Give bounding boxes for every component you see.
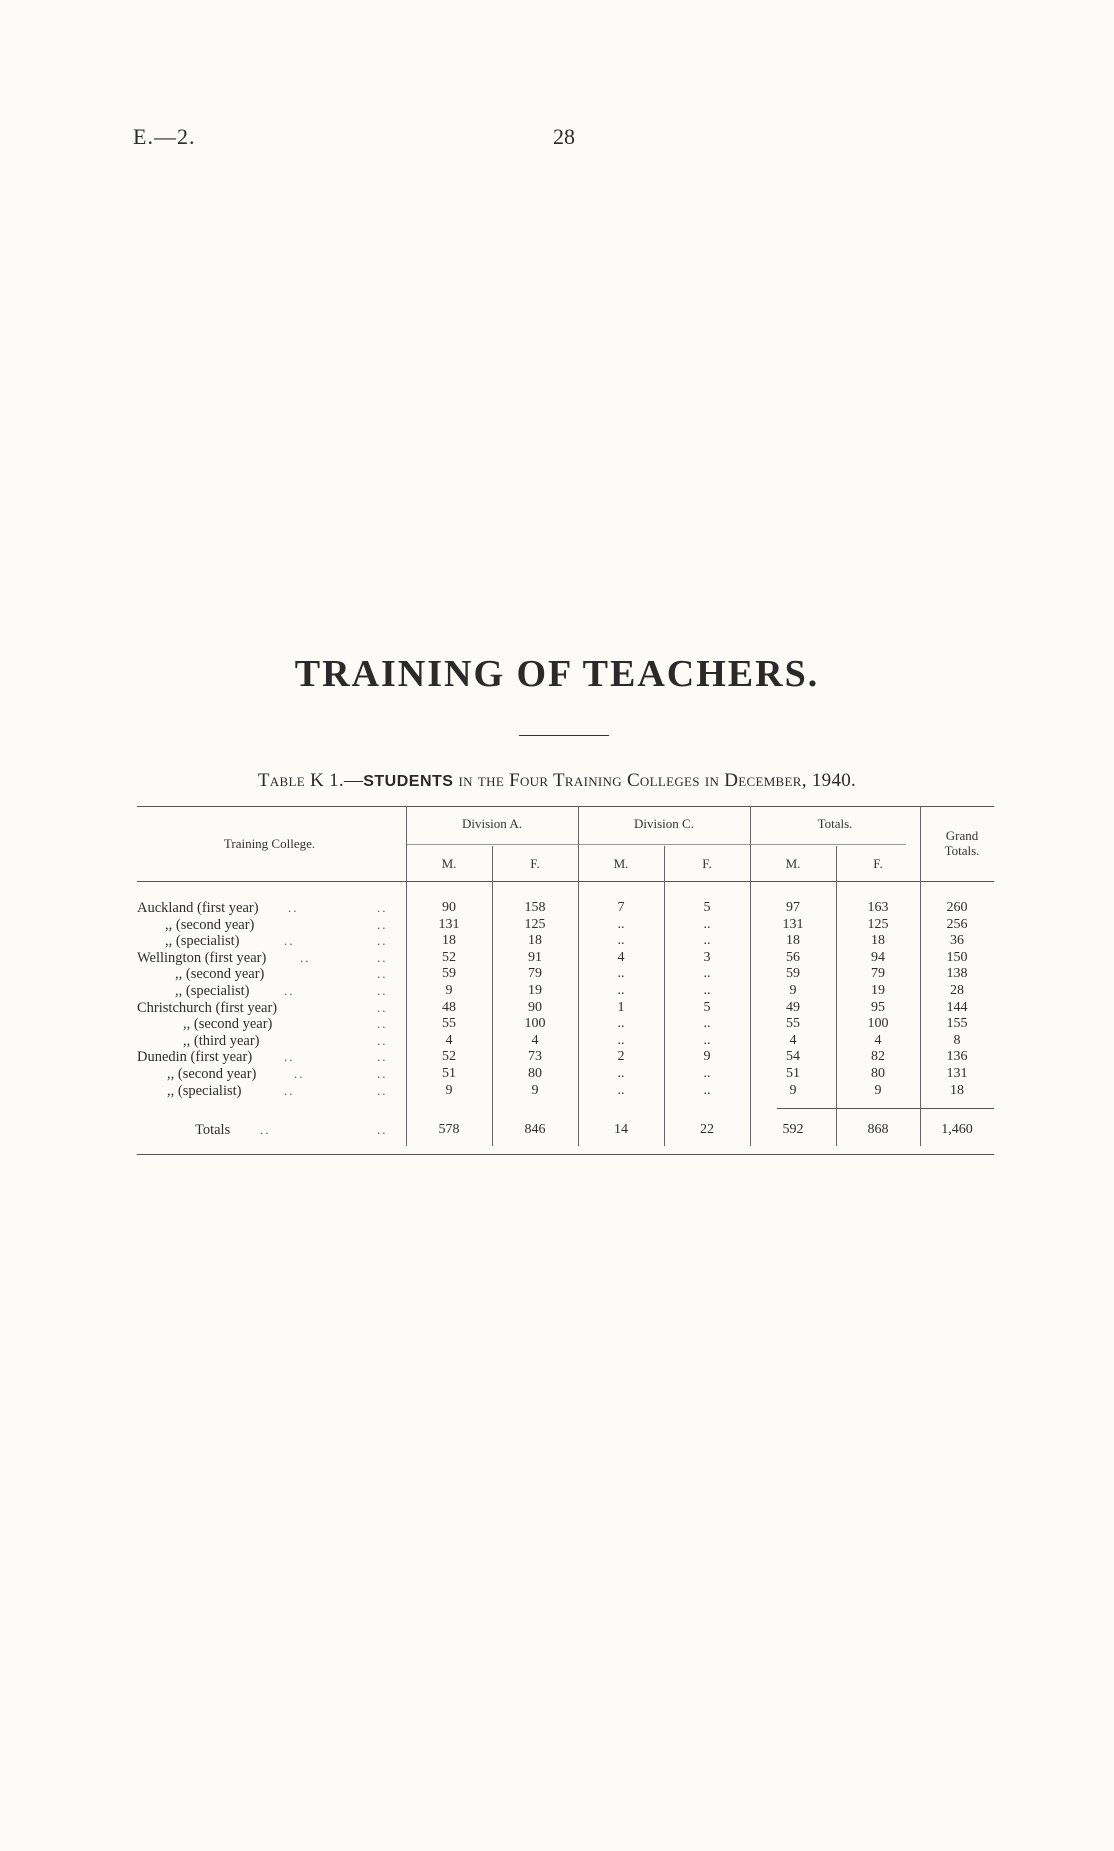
students-table	[132, 806, 994, 1156]
cell-c-m: ..	[617, 966, 625, 981]
cell-t-f: 100	[867, 1016, 889, 1031]
row-label: Christchurch (first year)	[137, 1000, 278, 1016]
caption-prefix: Table K 1.—	[257, 770, 364, 791]
total-cell-t-m: 592	[782, 1122, 804, 1137]
cell-c-f: 5	[703, 900, 711, 915]
cell-t-f: 163	[867, 900, 889, 915]
cell-a-f: 80	[528, 1066, 542, 1081]
table-bottom-rule	[137, 1154, 994, 1155]
cell-a-f: 158	[524, 900, 546, 915]
cell-a-f: 4	[531, 1033, 539, 1048]
total-cell-t-f: 868	[867, 1122, 889, 1137]
dot-leader: ..	[377, 966, 388, 981]
page-title: TRAINING OF TEACHERS.	[294, 653, 820, 695]
cell-t-m: 131	[782, 917, 804, 932]
cell-t-m: 9	[789, 983, 797, 998]
cell-g: 144	[946, 1000, 968, 1015]
dot-leader: ..	[377, 950, 388, 965]
cell-g: 28	[950, 983, 964, 998]
row-label: ,, (second year)	[165, 917, 255, 933]
cell-c-f: ..	[703, 1066, 711, 1081]
caption-suffix: in the Four Training Colleges in December, 1940.	[453, 770, 857, 791]
cell-a-f: 19	[528, 983, 542, 998]
header-a-f: F.	[530, 856, 540, 871]
cell-c-f: ..	[703, 1083, 711, 1098]
header-grand-totals: Grand Totals.	[944, 828, 980, 858]
dot-leader: ..	[377, 1016, 388, 1031]
dot-leader: ..	[377, 1122, 388, 1137]
cell-c-m: ..	[617, 933, 625, 948]
cell-a-f: 125	[524, 917, 546, 932]
total-cell-c-m: 14	[614, 1122, 628, 1137]
cell-t-m: 55	[786, 1016, 800, 1031]
cell-c-f: 5	[703, 1000, 711, 1015]
cell-c-m: 2	[617, 1049, 625, 1064]
cell-c-f: ..	[703, 917, 711, 932]
total-cell-a-m: 578	[438, 1122, 460, 1137]
cell-c-m: ..	[617, 1083, 625, 1098]
cell-g: 260	[946, 900, 968, 915]
table-caption	[0, 770, 1114, 792]
total-cell-c-f: 22	[700, 1122, 714, 1137]
header-bottom-rule	[137, 881, 994, 882]
grand-total-rule	[777, 1108, 994, 1109]
cell-c-m: 4	[617, 950, 625, 965]
totals-label: Totals	[195, 1122, 231, 1138]
cell-t-f: 80	[871, 1066, 885, 1081]
dot-leader: ..	[377, 917, 388, 932]
row-label: Wellington (first year)	[137, 950, 267, 966]
cell-a-f: 91	[528, 950, 542, 965]
table-top-rule	[137, 806, 994, 807]
cell-t-m: 59	[786, 966, 800, 981]
cell-c-f: ..	[703, 966, 711, 981]
cell-a-m: 9	[445, 1083, 453, 1098]
cell-t-m: 51	[786, 1066, 800, 1081]
header-a-m: M.	[441, 856, 457, 871]
cell-a-m: 51	[442, 1066, 456, 1081]
row-label: ,, (second year)	[175, 966, 265, 982]
cell-c-m: ..	[617, 1066, 625, 1081]
cell-c-f: ..	[703, 933, 711, 948]
cell-c-f: ..	[703, 1016, 711, 1031]
cell-a-f: 79	[528, 966, 542, 981]
row-label: Auckland (first year)	[137, 900, 259, 916]
cell-g: 155	[946, 1016, 968, 1031]
cell-t-m: 4	[789, 1033, 797, 1048]
cell-g: 18	[950, 1083, 964, 1098]
cell-t-f: 82	[871, 1049, 885, 1064]
dot-leader: ..	[284, 983, 295, 998]
cell-g: 131	[946, 1066, 968, 1081]
cell-g: 36	[950, 933, 964, 948]
cell-t-f: 9	[874, 1083, 882, 1098]
page-id: E.—2.	[133, 124, 196, 149]
header-division-c: Division C.	[634, 816, 694, 831]
cell-t-m: 56	[786, 950, 800, 965]
cell-a-f: 73	[528, 1049, 542, 1064]
cell-a-m: 9	[445, 983, 453, 998]
cell-g: 136	[946, 1049, 968, 1064]
row-label: ,, (specialist)	[175, 983, 250, 999]
cell-a-f: 9	[531, 1083, 539, 1098]
total-cell-g: 1,460	[941, 1122, 973, 1137]
cell-c-m: ..	[617, 917, 625, 932]
cell-t-f: 18	[871, 933, 885, 948]
cell-t-f: 4	[874, 1033, 882, 1048]
cell-c-f: 3	[703, 950, 711, 965]
dot-leader: ..	[377, 983, 388, 998]
cell-a-f: 90	[528, 1000, 542, 1015]
cell-t-f: 125	[867, 917, 889, 932]
cell-a-f: 100	[524, 1016, 546, 1031]
cell-t-m: 9	[789, 1083, 797, 1098]
cell-a-m: 55	[442, 1016, 456, 1031]
cell-t-m: 54	[786, 1049, 800, 1064]
caption-bold: STUDENTS	[363, 773, 454, 790]
dot-leader: ..	[260, 1122, 271, 1137]
dot-leader: ..	[377, 1000, 388, 1015]
header-division-a: Division A.	[462, 816, 522, 831]
cell-c-f: ..	[703, 1033, 711, 1048]
row-label: ,, (specialist)	[165, 933, 240, 949]
cell-a-m: 59	[442, 966, 456, 981]
total-cell-a-f: 846	[524, 1122, 546, 1137]
cell-t-f: 95	[871, 1000, 885, 1015]
cell-c-m: ..	[617, 1033, 625, 1048]
page-number: 28	[553, 124, 575, 149]
title-divider	[519, 735, 609, 736]
dot-leader: ..	[377, 1049, 388, 1064]
cell-c-f: 9	[703, 1049, 711, 1064]
dot-leader: ..	[377, 1033, 388, 1048]
dot-leader: ..	[288, 900, 299, 915]
dot-leader: ..	[300, 950, 311, 965]
cell-g: 138	[946, 966, 968, 981]
cell-t-m: 49	[786, 1000, 800, 1015]
row-label: Dunedin (first year)	[137, 1049, 253, 1065]
cell-c-m: 7	[617, 900, 625, 915]
header-t-f: F.	[873, 856, 883, 871]
row-label: ,, (second year)	[167, 1066, 257, 1082]
cell-a-m: 52	[442, 1049, 456, 1064]
header-c-f: F.	[702, 856, 712, 871]
cell-g: 8	[953, 1033, 961, 1048]
row-label: ,, (specialist)	[167, 1083, 242, 1099]
row-label: ,, (third year)	[183, 1033, 260, 1049]
dot-leader: ..	[377, 900, 388, 915]
cell-c-m: 1	[617, 1000, 625, 1015]
cell-g: 150	[946, 950, 968, 965]
cell-a-m: 131	[438, 917, 460, 932]
cell-t-m: 97	[786, 900, 800, 915]
cell-a-m: 48	[442, 1000, 456, 1015]
header-c-m: M.	[613, 856, 629, 871]
cell-t-f: 19	[871, 983, 885, 998]
dot-leader: ..	[377, 1066, 388, 1081]
dot-leader: ..	[377, 1083, 388, 1098]
header-training-college: Training College.	[223, 836, 316, 851]
group-underline	[406, 844, 906, 845]
cell-a-m: 90	[442, 900, 456, 915]
header-t-m: M.	[785, 856, 801, 871]
cell-a-m: 18	[442, 933, 456, 948]
cell-a-m: 4	[445, 1033, 453, 1048]
cell-t-f: 94	[871, 950, 885, 965]
cell-c-f: ..	[703, 983, 711, 998]
row-label: ,, (second year)	[183, 1016, 273, 1032]
cell-t-f: 79	[871, 966, 885, 981]
cell-c-m: ..	[617, 983, 625, 998]
dot-leader: ..	[377, 933, 388, 948]
header-totals: Totals.	[817, 816, 853, 831]
dot-leader: ..	[284, 933, 295, 948]
cell-a-f: 18	[528, 933, 542, 948]
cell-a-m: 52	[442, 950, 456, 965]
dot-leader: ..	[284, 1049, 295, 1064]
dot-leader: ..	[284, 1083, 295, 1098]
dot-leader: ..	[294, 1066, 305, 1081]
cell-t-m: 18	[786, 933, 800, 948]
cell-c-m: ..	[617, 1016, 625, 1031]
cell-g: 256	[946, 917, 968, 932]
